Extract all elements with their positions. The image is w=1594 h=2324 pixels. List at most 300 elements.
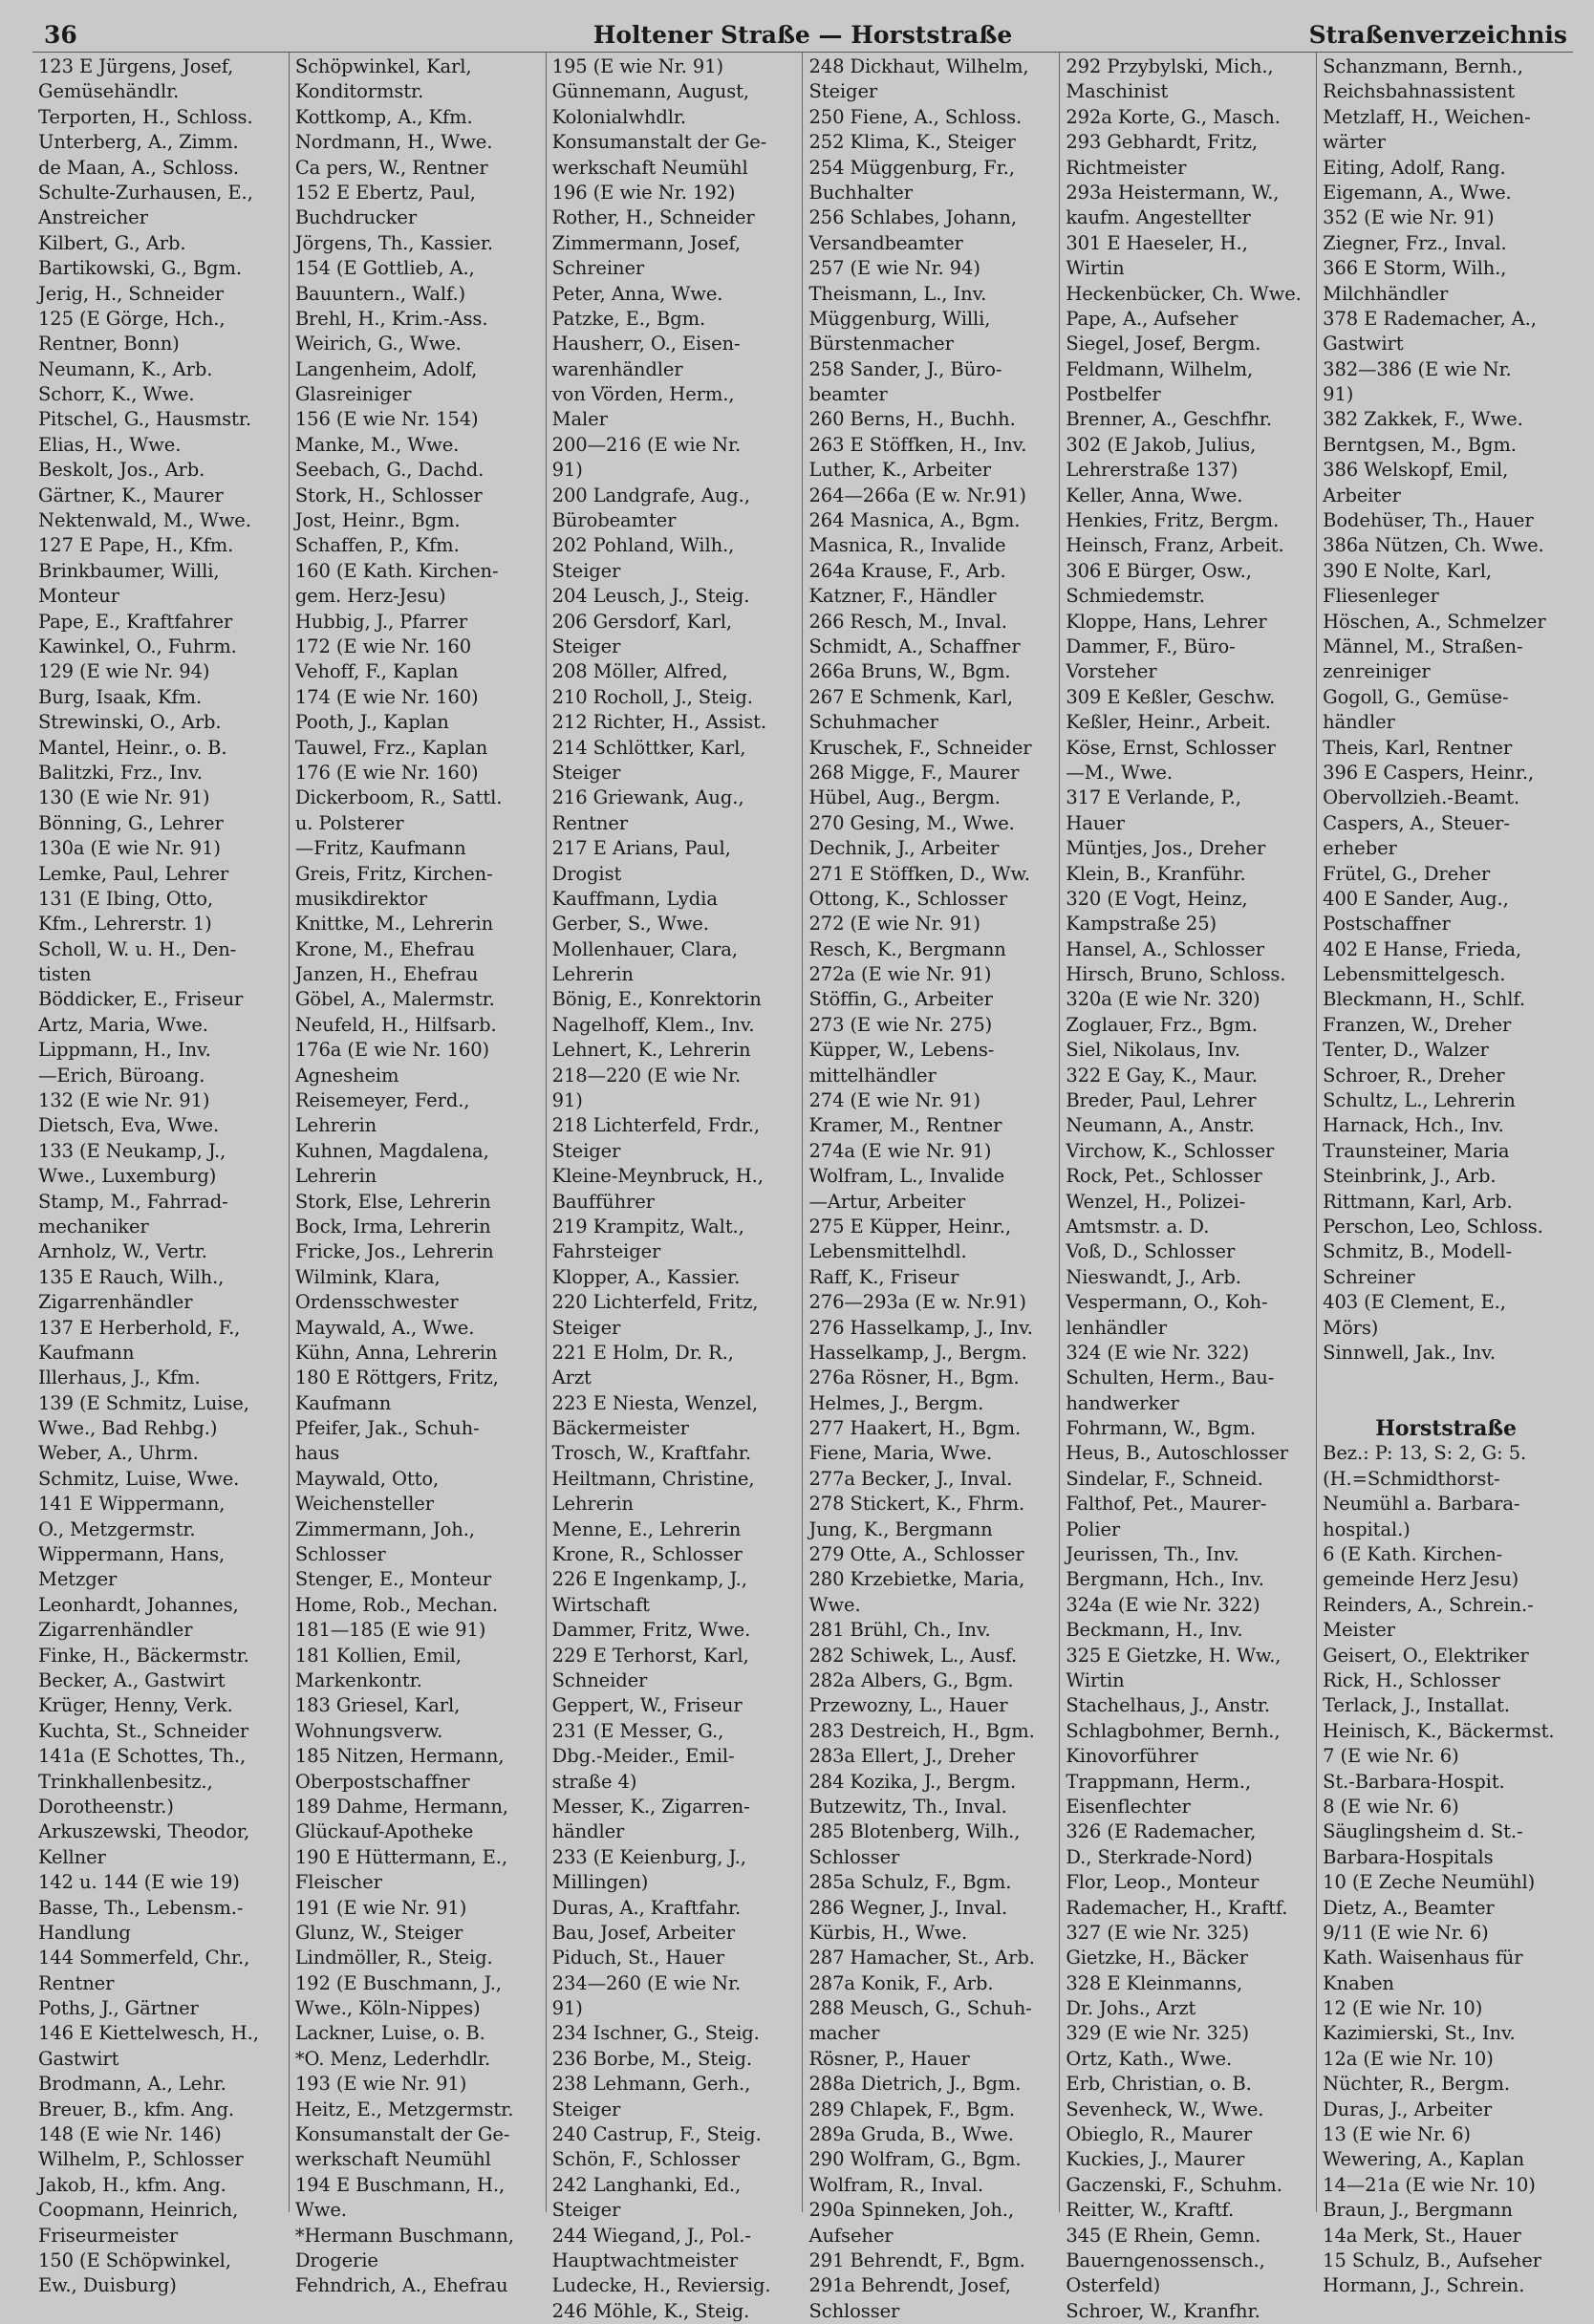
- directory-line: Falthof, Pet., Maurer-: [1066, 1493, 1267, 1516]
- directory-line: Rittmann, Karl, Arb.: [1323, 1190, 1513, 1213]
- directory-line: Dr. Johs., Arzt: [1066, 1997, 1196, 2020]
- section-label: Straßenverzeichnis: [1308, 21, 1567, 49]
- directory-line: 326 (E Rademacher,: [1066, 1820, 1257, 1843]
- directory-line: 6 (E Kath. Kirchen-: [1323, 1543, 1503, 1566]
- directory-line: Stamp, M., Fahrrad-: [38, 1190, 228, 1213]
- directory-line: Kauffmann, Lydia: [551, 887, 718, 910]
- page-number: 36: [44, 21, 77, 49]
- directory-line: Postschaffner: [1323, 913, 1451, 936]
- directory-line: 220 Lichterfeld, Fritz,: [551, 1291, 759, 1314]
- directory-line: Siel, Nikolaus, Inv.: [1066, 1039, 1240, 1062]
- directory-line: Schulte-Zurhausen, E.,: [38, 181, 253, 204]
- directory-line: 345 (E Rhein, Gemn.: [1066, 2224, 1261, 2247]
- directory-line: Dbg.-Meider., Emil-: [551, 1745, 735, 1768]
- directory-line: Bäckermeister: [551, 1417, 689, 1440]
- directory-line: 154 (E Gottlieb, A.,: [294, 257, 475, 280]
- directory-line: Gastwirt: [1323, 333, 1404, 355]
- directory-line: Fliesenleger: [1323, 585, 1439, 608]
- directory-line: Schreiner: [551, 257, 645, 280]
- directory-line: Brehl, H., Krim.-Ass.: [294, 307, 488, 330]
- directory-line: Millingen): [551, 1871, 649, 1894]
- directory-line: Przewozny, L., Hauer: [808, 1694, 1008, 1717]
- directory-line: Breder, Paul, Lehrer: [1066, 1089, 1257, 1112]
- directory-line: 402 E Hanse, Frieda,: [1323, 937, 1522, 960]
- directory-line: 267 E Schmenk, Karl,: [808, 685, 1013, 708]
- directory-line: Friseurmeister: [38, 2224, 179, 2247]
- directory-line: Dammer, Fritz, Wwe.: [551, 1619, 751, 1642]
- directory-line: Hubbig, J., Pfarrer: [294, 610, 467, 633]
- directory-line: Kuhnen, Magdalena,: [294, 1139, 489, 1162]
- directory-line: 183 Griesel, Karl,: [294, 1694, 461, 1717]
- directory-line: Steiger: [551, 761, 621, 784]
- directory-line: Henkies, Fritz, Bergm.: [1066, 509, 1280, 532]
- directory-line: Maywald, Otto,: [294, 1467, 440, 1490]
- directory-line: 141a (E Schottes, Th.,: [38, 1745, 247, 1768]
- directory-line: Kfm., Lehrerstr. 1): [38, 913, 212, 936]
- directory-line: Hansel, A., Schlosser: [1066, 937, 1264, 960]
- directory-line: Wilhelm, P., Schlosser: [38, 2148, 244, 2171]
- directory-line: Steiger: [551, 2199, 621, 2222]
- directory-line: Hausherr, O., Eisen-: [551, 333, 741, 355]
- directory-line: Schulten, Herm., Bau-: [1066, 1366, 1275, 1389]
- directory-line: Nordmann, H., Wwe.: [294, 131, 493, 154]
- directory-line: 287 Hamacher, St., Arb.: [808, 1947, 1035, 1969]
- directory-line: 281 Brühl, Ch., Inv.: [808, 1619, 991, 1642]
- directory-line: Wilmink, Klara,: [294, 1265, 441, 1288]
- directory-line: Rock, Pet., Schlosser: [1066, 1165, 1262, 1188]
- directory-line: Kleine-Meynbruck, H.,: [551, 1165, 764, 1188]
- directory-line: 181 Kollien, Emil,: [294, 1644, 462, 1667]
- directory-line: Mollenhauer, Clara,: [551, 937, 738, 960]
- blank-line: [1323, 1366, 1569, 1390]
- directory-line: 176 (E wie Nr. 160): [294, 761, 479, 784]
- directory-line: 150 (E Schöpwinkel,: [38, 2249, 231, 2271]
- directory-line: Wolfram, R., Inval.: [808, 2173, 983, 2196]
- directory-line: Ludecke, H., Reviersig.: [551, 2274, 771, 2297]
- directory-line: Erb, Christian, o. B.: [1066, 2073, 1252, 2096]
- directory-line: werkschaft Neumühl: [294, 2148, 491, 2171]
- directory-line: 268 Migge, F., Maurer: [808, 761, 1020, 784]
- directory-line: Bartikowski, G., Bgm.: [38, 257, 242, 280]
- directory-line: 130 (E wie Nr. 91): [38, 786, 210, 809]
- directory-line: Helmes, J., Bergm.: [808, 1391, 984, 1414]
- directory-line: 139 (E Schmitz, Luise,: [38, 1391, 249, 1414]
- directory-line: Gärtner, K., Maurer: [38, 484, 224, 506]
- directory-line: Drogist: [551, 862, 622, 885]
- directory-line: 248 Dickhaut, Wilhelm,: [808, 55, 1029, 77]
- directory-line: (H.=Schmidthorst-: [1323, 1467, 1500, 1490]
- directory-line: 254 Müggenburg, Fr.,: [808, 156, 1015, 179]
- directory-line: 123 E Jürgens, Josef,: [38, 55, 234, 77]
- directory-line: Bergmann, Hch., Inv.: [1066, 1568, 1264, 1591]
- directory-line: Bez.: P: 13, S: 2, G: 5.: [1323, 1442, 1527, 1465]
- directory-line: 240 Castrup, F., Steig.: [551, 2123, 762, 2146]
- directory-line: Maschinist: [1066, 80, 1169, 103]
- directory-line: Arnholz, W., Vertr.: [38, 1240, 207, 1263]
- directory-line: 257 (E wie Nr. 94): [808, 257, 980, 280]
- directory-line: —Erich, Büroang.: [38, 1064, 205, 1087]
- directory-line: 260 Berns, H., Buchh.: [808, 408, 1016, 431]
- directory-line: Obervollzieh.-Beamt.: [1323, 786, 1520, 809]
- directory-line: Lindmöller, R., Steig.: [294, 1947, 493, 1969]
- directory-line: Müntjes, Jos., Dreher: [1066, 837, 1266, 860]
- directory-line: 250 Fiene, A., Schloss.: [808, 105, 1023, 128]
- directory-line: Schneider: [551, 1669, 648, 1691]
- directory-line: Obieglo, R., Maurer: [1066, 2123, 1253, 2146]
- directory-line: Stöffin, G., Arbeiter: [808, 988, 993, 1011]
- directory-line: Kazimierski, St., Inv.: [1323, 2022, 1516, 2045]
- directory-line: 212 Richter, H., Assist.: [551, 711, 767, 734]
- directory-line: Caspers, A., Steuer-: [1323, 811, 1510, 834]
- directory-line: 234—260 (E wie Nr.: [551, 1971, 742, 1994]
- directory-line: Ortz, Kath., Wwe.: [1066, 2047, 1233, 2070]
- directory-line: Mantel, Heinr., o. B.: [38, 736, 227, 759]
- directory-line: Vehoff, F., Kaplan: [294, 660, 459, 683]
- directory-line: Böddicker, E., Friseur: [38, 988, 244, 1011]
- directory-line: Rentner: [551, 811, 628, 834]
- directory-line: Wewering, A., Kaplan: [1323, 2148, 1525, 2171]
- directory-line: Kolonialwhdlr.: [551, 105, 687, 128]
- directory-line: Pitschel, G., Hausmstr.: [38, 408, 251, 431]
- directory-line: 290 Wolfram, G., Bgm.: [808, 2148, 1022, 2171]
- directory-line: Höschen, A., Schmelzer: [1323, 610, 1546, 633]
- directory-line: 244 Wiegand, J., Pol.-: [551, 2224, 751, 2247]
- directory-line: Wwe.: [808, 1593, 861, 1616]
- column-4: [802, 53, 1059, 2322]
- directory-line: Dickerboom, R., Sattl.: [294, 786, 503, 809]
- directory-line: 396 E Caspers, Heinr.,: [1323, 761, 1535, 784]
- directory-line: 181—185 (E wie 91): [294, 1619, 486, 1642]
- directory-line: Messer, K., Zigarren-: [551, 1795, 750, 1818]
- directory-line: 325 E Gietzke, H. Ww.,: [1066, 1644, 1282, 1667]
- directory-line: Schanzmann, Bernh.,: [1323, 55, 1523, 77]
- directory-line: lenhändler: [1066, 1316, 1167, 1339]
- directory-line: Braun, J., Bergmann: [1323, 2199, 1513, 2222]
- directory-line: 192 (E Buschmann, J.,: [294, 1971, 502, 1994]
- directory-line: 14—21a (E wie Nr. 10): [1323, 2173, 1536, 2196]
- directory-line: Osterfeld): [1066, 2274, 1161, 2297]
- directory-line: macher: [808, 2022, 880, 2045]
- directory-line: Kampstraße 25): [1066, 913, 1217, 936]
- directory-line: 144 Sommerfeld, Chr.,: [38, 1947, 250, 1969]
- directory-line: —Fritz, Kaufmann: [294, 837, 466, 860]
- directory-line: Klopper, A., Kassier.: [551, 1265, 741, 1288]
- directory-line: Bau, Josef, Arbeiter: [551, 1921, 735, 1944]
- directory-line: 13 (E wie Nr. 6): [1323, 2123, 1471, 2146]
- directory-line: Menne, E., Lehrerin: [551, 1517, 742, 1540]
- directory-line: 278 Stickert, K., Fhrm.: [808, 1493, 1025, 1516]
- directory-line: 133 (E Neukamp, J.,: [38, 1139, 226, 1162]
- directory-line: Lehrerin: [294, 1114, 377, 1137]
- directory-line: 7 (E wie Nr. 6): [1323, 1745, 1459, 1768]
- directory-line: Kühn, Anna, Lehrerin: [294, 1341, 498, 1364]
- directory-line: Weber, A., Uhrm.: [38, 1442, 199, 1465]
- directory-line: 193 (E wie Nr. 91): [294, 2073, 467, 2096]
- directory-line: Bock, Irma, Lehrerin: [294, 1215, 491, 1237]
- directory-line: Schreiner: [1323, 1265, 1415, 1288]
- directory-line: Schorr, K., Wwe.: [38, 383, 195, 406]
- directory-line: Konsumanstalt der Ge-: [294, 2123, 510, 2146]
- directory-line: Heiltmann, Christine,: [551, 1467, 755, 1490]
- directory-line: 129 (E wie Nr. 94): [38, 660, 210, 683]
- directory-line: Hormann, J., Schrein.: [1323, 2274, 1525, 2297]
- directory-line: 270 Gesing, M., Wwe.: [808, 811, 1015, 834]
- directory-line: Beskolt, Jos., Arb.: [38, 459, 205, 482]
- directory-line: 266a Bruns, W., Bgm.: [808, 660, 1011, 683]
- directory-line: Barbara-Hospitals: [1323, 1845, 1494, 1868]
- directory-line: Lehrerin: [294, 1165, 377, 1188]
- directory-line: de Maan, A., Schloss.: [38, 156, 240, 179]
- directory-line: warenhändler: [551, 357, 683, 380]
- directory-line: Becker, A., Gastwirt: [38, 1669, 226, 1691]
- directory-line: 289 Chlapek, F., Bgm.: [808, 2098, 1015, 2120]
- directory-line: 180 E Röttgers, Fritz,: [294, 1366, 499, 1389]
- directory-line: Wwe.: [294, 2199, 347, 2222]
- directory-line: Monteur: [38, 585, 119, 608]
- directory-line: 231 (E Messer, G.,: [551, 1719, 724, 1742]
- directory-line: Rentner: [38, 1971, 115, 1994]
- directory-line: 189 Dahme, Hermann,: [294, 1795, 508, 1818]
- directory-line: Steiger: [551, 1316, 621, 1339]
- directory-line: 277a Becker, J., Inval.: [808, 1467, 1013, 1490]
- directory-line: 91): [551, 1089, 583, 1112]
- directory-line: Virchow, K., Schlosser: [1066, 1139, 1275, 1162]
- directory-line: Stork, H., Schlosser: [294, 484, 483, 506]
- directory-line: Nieswandt, J., Arb.: [1066, 1265, 1241, 1288]
- directory-line: erheber: [1323, 837, 1397, 860]
- directory-line: Schmitz, Luise, Wwe.: [38, 1467, 240, 1490]
- directory-line: Trinkhallenbesitz.,: [38, 1770, 213, 1793]
- directory-line: Schuhmacher: [808, 711, 938, 734]
- directory-line: Finke, H., Bäckermstr.: [38, 1644, 249, 1667]
- page-header: [32, 13, 1573, 52]
- directory-line: Kaufmann: [294, 1391, 392, 1414]
- directory-line: Sinnwell, Jak., Inv.: [1323, 1341, 1496, 1364]
- column-5: [1059, 53, 1316, 2322]
- directory-line: Manke, M., Wwe.: [294, 433, 460, 456]
- directory-line: 174 (E wie Nr. 160): [294, 685, 479, 708]
- directory-line: Gemüsehändlr.: [38, 80, 180, 103]
- directory-line: Neumann, K., Arb.: [38, 357, 213, 380]
- directory-line: 127 E Pape, H., Kfm.: [38, 534, 234, 557]
- directory-line: Jost, Heinr., Bgm.: [294, 509, 461, 532]
- directory-line: 274 (E wie Nr. 91): [808, 1089, 980, 1112]
- directory-line: 272a (E wie Nr. 91): [808, 963, 992, 986]
- directory-line: Lebensmittelhdl.: [808, 1240, 967, 1263]
- directory-line: Reisemeyer, Ferd.,: [294, 1089, 470, 1112]
- directory-line: 400 E Sander, Aug.,: [1323, 887, 1509, 910]
- directory-line: Rademacher, H., Kraftf.: [1066, 1896, 1288, 1919]
- directory-line: Jerig, H., Schneider: [38, 282, 224, 305]
- directory-line: Günnemann, August,: [551, 80, 750, 103]
- directory-line: 91): [551, 459, 583, 482]
- directory-line: 91): [1323, 383, 1354, 406]
- directory-line: 274a (E wie Nr. 91): [808, 1139, 992, 1162]
- directory-line: Bürstenmacher: [808, 333, 954, 355]
- directory-line: Dorotheenstr.): [38, 1795, 174, 1818]
- directory-line: Rentner, Bonn): [38, 333, 180, 355]
- directory-line: Dietsch, Eva, Wwe.: [38, 1114, 220, 1137]
- directory-line: Pfeifer, Jak., Schuh-: [294, 1417, 480, 1440]
- directory-line: 382—386 (E wie Nr.: [1323, 357, 1512, 380]
- directory-line: 272 (E wie Nr. 91): [808, 913, 980, 936]
- directory-line: 191 (E wie Nr. 91): [294, 1896, 467, 1919]
- directory-line: Franzen, W., Dreher: [1323, 1013, 1512, 1036]
- directory-line: 125 (E Görge, Hch.,: [38, 307, 226, 330]
- directory-line: 229 E Terhorst, Karl,: [551, 1644, 749, 1667]
- directory-line: Krüger, Henny, Verk.: [38, 1694, 233, 1717]
- directory-line: Traunsteiner, Maria: [1323, 1139, 1510, 1162]
- directory-line: Anstreicher: [38, 206, 148, 229]
- directory-line: Konsumanstalt der Ge-: [551, 131, 767, 154]
- directory-line: 289a Gruda, B., Wwe.: [808, 2123, 1014, 2146]
- directory-line: beamter: [808, 383, 888, 406]
- directory-line: Tenter, D., Walzer: [1323, 1039, 1489, 1062]
- directory-line: Wwe., Bad Rehbg.): [38, 1417, 218, 1440]
- directory-line: Scholl, W. u. H., Den-: [38, 937, 237, 960]
- directory-line: 172 (E wie Nr. 160: [294, 635, 472, 657]
- directory-line: Ziegner, Frz., Inval.: [1323, 231, 1507, 254]
- directory-line: 283 Destreich, H., Bgm.: [808, 1719, 1035, 1742]
- directory-line: Wenzel, H., Polizei-: [1066, 1190, 1246, 1213]
- directory-line: Keßler, Heinr., Arbeit.: [1066, 711, 1271, 734]
- directory-line: Wirtin: [1066, 1669, 1125, 1691]
- directory-line: Schmitz, B., Modell-: [1323, 1240, 1512, 1263]
- directory-line: 306 E Bürger, Osw.,: [1066, 559, 1252, 582]
- directory-line: Weirich, G., Wwe.: [294, 333, 462, 355]
- directory-line: Meister: [1323, 1619, 1395, 1642]
- directory-line: 204 Leusch, J., Steig.: [551, 585, 750, 608]
- directory-line: Metzger: [38, 1568, 118, 1591]
- directory-line: 301 E Haeseler, H.,: [1066, 231, 1248, 254]
- directory-line: 218 Lichterfeld, Frdr.,: [551, 1114, 760, 1137]
- directory-line: Wirtschaft: [551, 1593, 650, 1616]
- directory-line: Kramer, M., Rentner: [808, 1114, 1002, 1137]
- directory-line: Pape, A., Aufseher: [1066, 307, 1239, 330]
- directory-line: Raff, K., Friseur: [808, 1265, 959, 1288]
- directory-line: gemeinde Herz Jesu): [1323, 1568, 1519, 1591]
- directory-line: Metzlaff, H., Weichen-: [1323, 105, 1531, 128]
- directory-line: Basse, Th., Lebensm.-: [38, 1896, 244, 1919]
- directory-line: Theismann, L., Inv.: [808, 282, 987, 305]
- directory-line: Voß, D., Schlosser: [1066, 1240, 1236, 1263]
- directory-line: Brinkbaumer, Willi,: [38, 559, 220, 582]
- directory-line: Fehndrich, A., Ehefrau: [294, 2274, 508, 2297]
- directory-line: Kottkomp, A., Kfm.: [294, 105, 473, 128]
- directory-line: 320a (E wie Nr. 320): [1066, 988, 1260, 1011]
- directory-line: Zigarrenhändler: [38, 1291, 193, 1314]
- directory-line: Küpper, W., Lebens-: [808, 1039, 995, 1062]
- directory-line: 366 E Storm, Wilh.,: [1323, 257, 1507, 280]
- directory-line: Balitzki, Frz., Inv.: [38, 761, 203, 784]
- directory-line: 322 E Gay, K., Maur.: [1066, 1064, 1258, 1087]
- directory-line: Steiger: [551, 1139, 621, 1162]
- directory-line: 282 Schiwek, L., Ausf.: [808, 1644, 1018, 1667]
- street-heading: Horststraße: [1375, 1416, 1517, 1442]
- directory-line: Amtsmstr. a. D.: [1066, 1215, 1210, 1237]
- directory-line: Heus, B., Autoschlosser: [1066, 1442, 1289, 1465]
- column-3: [546, 53, 803, 2322]
- directory-line: Richtmeister: [1066, 156, 1187, 179]
- directory-line: Polier: [1066, 1517, 1121, 1540]
- directory-line: Schlosser: [808, 1845, 900, 1868]
- directory-line: Pooth, J., Kaplan: [294, 711, 449, 734]
- directory-line: Katzner, F., Händler: [808, 585, 997, 608]
- directory-line: Duras, A., Kraftfahr.: [551, 1896, 742, 1919]
- directory-line: 309 E Keßler, Geschw.: [1066, 685, 1276, 708]
- directory-line: 291a Behrendt, Josef,: [808, 2274, 1011, 2297]
- column-2: [289, 53, 546, 2297]
- directory-line: Postbelfer: [1066, 383, 1161, 406]
- directory-line: Weichensteller: [294, 1493, 434, 1516]
- directory-line: Wwe., Luxemburg): [38, 1165, 217, 1188]
- directory-line: Agnesheim: [294, 1064, 399, 1087]
- directory-line: Schultz, L., Lehrerin: [1323, 1089, 1516, 1112]
- directory-line: Rother, H., Schneider: [551, 206, 755, 229]
- directory-line: Arbeiter: [1323, 484, 1401, 506]
- directory-line: 217 E Arians, Paul,: [551, 837, 731, 860]
- directory-line: —M., Wwe.: [1066, 761, 1173, 784]
- directory-line: 386 Welskopf, Emil,: [1323, 459, 1509, 482]
- directory-line: Maler: [551, 408, 608, 431]
- directory-line: wärter: [1323, 131, 1386, 154]
- directory-columns: [32, 52, 1573, 2322]
- directory-line: Steiger: [551, 635, 621, 657]
- directory-line: 288a Dietrich, J., Bgm.: [808, 2073, 1022, 2096]
- directory-line: 266 Resch, M., Inval.: [808, 610, 1007, 633]
- directory-line: 208 Möller, Alfred,: [551, 660, 728, 683]
- directory-line: Glasreiniger: [294, 383, 412, 406]
- directory-line: Knittke, M., Lehrerin: [294, 913, 494, 936]
- directory-line: Mörs): [1323, 1316, 1379, 1339]
- directory-line: 14a Merk, St., Hauer: [1323, 2224, 1521, 2247]
- directory-line: Gerber, S., Wwe.: [551, 913, 709, 936]
- directory-line: 286 Wegner, J., Inval.: [808, 1896, 1008, 1919]
- directory-line: Resch, K., Bergmann: [808, 937, 1006, 960]
- directory-line: Dammer, F., Büro-: [1066, 635, 1236, 657]
- directory-line: Kilbert, G., Arb.: [38, 231, 186, 254]
- directory-line: 221 E Holm, Dr. R.,: [551, 1341, 734, 1364]
- directory-line: von Vörden, Herm.,: [551, 383, 735, 406]
- directory-line: 328 E Kleinmanns,: [1066, 1971, 1243, 1994]
- directory-line: Keller, Anna, Wwe.: [1066, 484, 1243, 506]
- directory-line: Breuer, B., kfm. Ang.: [38, 2098, 234, 2120]
- directory-line: Aufseher: [808, 2224, 894, 2247]
- directory-line: Fleischer: [294, 1871, 382, 1894]
- directory-line: Janzen, H., Ehefrau: [294, 963, 479, 986]
- directory-line: Stachelhaus, J., Anstr.: [1066, 1694, 1270, 1717]
- directory-line: *Hermann Buschmann,: [294, 2224, 514, 2247]
- directory-line: Lehrerin: [551, 1493, 634, 1516]
- directory-line: Drogerie: [294, 2249, 378, 2271]
- directory-line: Jung, K., Bergmann: [808, 1517, 993, 1540]
- directory-line: Poths, J., Gärtner: [38, 1997, 199, 2020]
- directory-line: 234 Ischner, G., Steig.: [551, 2022, 760, 2045]
- directory-line: 160 (E Kath. Kirchen-: [294, 559, 499, 582]
- directory-line: Kloppe, Hans, Lehrer: [1066, 610, 1267, 633]
- directory-line: 135 E Rauch, Wilh.,: [38, 1265, 225, 1288]
- directory-line: Steinbrink, J., Arb.: [1323, 1165, 1497, 1188]
- directory-line: Bürobeamter: [551, 509, 677, 532]
- directory-line: Hauer: [1066, 811, 1125, 834]
- directory-line: Vespermann, O., Koh-: [1066, 1291, 1268, 1314]
- directory-line: 148 (E wie Nr. 146): [38, 2123, 222, 2146]
- directory-line: 194 E Buschmann, H.,: [294, 2173, 506, 2196]
- directory-line: Arzt: [551, 1366, 592, 1389]
- directory-line: Schlagbohmer, Bernh.,: [1066, 1719, 1281, 1742]
- directory-line: Schmiedemstr.: [1066, 585, 1205, 608]
- directory-line: Theis, Karl, Rentner: [1323, 736, 1513, 759]
